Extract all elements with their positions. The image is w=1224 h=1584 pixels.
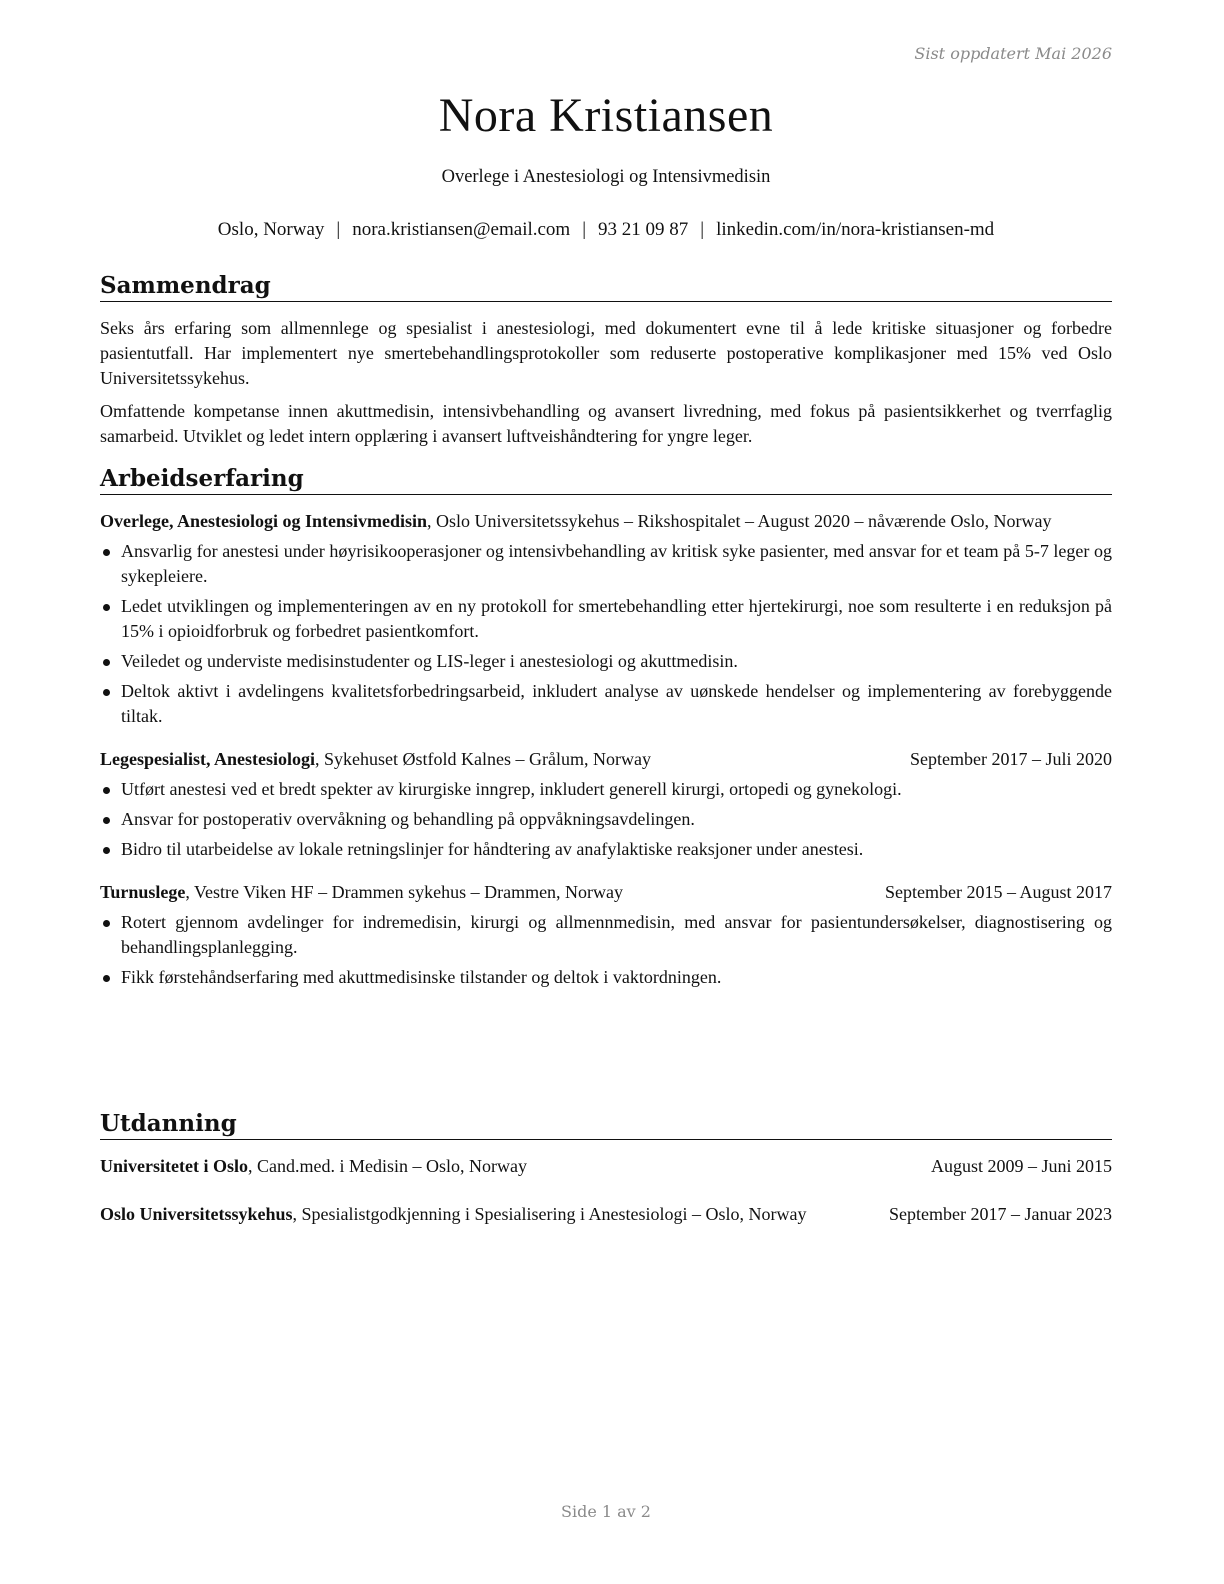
linkedin-link[interactable]: linkedin.com/in/nora-kristiansen-md bbox=[716, 219, 995, 240]
job-bullets bbox=[100, 910, 1112, 990]
summary-paragraph: Seks års erfaring som allmennlege og spesialist i anestesiologi, med dokumentert evne til å lede kritiske situasjoner og forbedre pasientutfall. Har implementert nye smertebehandlingsprotokoller som reduserte postoperative komplikasjoner med 15% ved Oslo Universitetssykehus. bbox=[100, 318, 1112, 388]
job-entry bbox=[100, 747, 1112, 862]
list-item: Utført anestesi ved et bredt spekter av kirurgiske inngrep, inkludert generell kirurgi, ortopedi og gynekologi. bbox=[100, 777, 1112, 802]
list-item: Ansvar for postoperativ overvåkning og behandling på oppvåkningsavdelingen. bbox=[100, 807, 1112, 832]
summary-paragraph: Omfattende kompetanse innen akuttmedisin, intensivbehandling og avansert livredning, med fokus på pasientsikkerhet og tverrfaglig samarbeid. Utviklet og ledet intern opplæring i avansert luftveishåndtering for yngre leger. bbox=[100, 401, 1112, 446]
list-item: Fikk førstehåndserfaring med akuttmedisinske tilstander og deltok i vaktordningen. bbox=[100, 965, 1112, 990]
school-name: Universitetet i Oslo bbox=[100, 1156, 248, 1176]
separator: | bbox=[700, 219, 705, 240]
location: Oslo, Norway bbox=[217, 219, 325, 240]
bullet-icon bbox=[103, 659, 110, 666]
page-title: Nora Kristiansen bbox=[438, 89, 774, 142]
separator: | bbox=[582, 219, 587, 240]
list-item: Bidro til utarbeidelse av lokale retningslinjer for håndtering av anafylaktiske reaksjoner under anestesi. bbox=[100, 837, 1112, 862]
education-entry bbox=[100, 1202, 1112, 1227]
page-number: Side 1 av 2 bbox=[561, 1502, 651, 1521]
bullet-icon bbox=[103, 787, 110, 794]
list-item: Ansvarlig for anestesi under høyrisikooperasjoner og intensivbehandling av kritisk syke pasienter, med ansvar for et team på 5-7 leger og sykepleiere. bbox=[100, 539, 1112, 589]
job-header bbox=[100, 509, 1112, 534]
bullet-icon bbox=[103, 920, 110, 927]
education-details: , Spesialistgodkjenning i Spesialisering i Anestesiologi – Oslo, Norway bbox=[292, 1204, 807, 1224]
bullet-icon bbox=[103, 817, 110, 824]
bullet-icon bbox=[103, 847, 110, 854]
education-entry bbox=[100, 1154, 1112, 1179]
job-role: Overlege, Anestesiologi og Intensivmedisin bbox=[100, 511, 427, 531]
job-details: , Oslo Universitetssykehus – Rikshospitalet – August 2020 – nåværende Oslo, Norway bbox=[427, 511, 1052, 531]
job-bullets bbox=[100, 539, 1112, 729]
job-header bbox=[100, 880, 1112, 905]
phone-number: 93 21 09 87 bbox=[598, 219, 689, 240]
section-title-education: Utdanning bbox=[100, 1110, 1112, 1140]
list-item: Deltok aktivt i avdelingens kvalitetsforbedringsarbeid, inkludert analyse av uønskede hendelser og implementering av forebyggende tiltak. bbox=[100, 679, 1112, 729]
list-item: Veiledet og underviste medisinstudenter og LIS-leger i anestesiologi og akuttmedisin. bbox=[100, 649, 1112, 674]
list-item: Ledet utviklingen og implementeringen av en ny protokoll for smertebehandling etter hjertekirurgi, noe som resulterte i en reduksjon på 15% i opioidforbruk og forbedret pasientkomfort. bbox=[100, 594, 1112, 644]
email-link[interactable]: nora.kristiansen@email.com bbox=[352, 219, 571, 240]
job-details: , Vestre Viken HF – Drammen sykehus – Drammen, Norway bbox=[185, 882, 624, 902]
contact-line bbox=[100, 219, 1112, 241]
education-dates: September 2017 – Januar 2023 bbox=[889, 1204, 1112, 1224]
resume-page bbox=[100, 0, 1112, 1584]
bullet-icon bbox=[103, 604, 110, 611]
job-header bbox=[100, 747, 1112, 772]
bullet-icon bbox=[103, 549, 110, 556]
section-title-experience: Arbeidserfaring bbox=[100, 465, 1112, 495]
job-entry bbox=[100, 509, 1112, 729]
summary-section bbox=[100, 272, 1112, 449]
last-updated: Sist oppdatert Mai 2026 bbox=[914, 44, 1112, 63]
job-dates: September 2015 – August 2017 bbox=[885, 882, 1112, 902]
education-section bbox=[100, 1110, 1112, 1227]
job-role: Turnuslege bbox=[100, 882, 186, 902]
separator: | bbox=[336, 219, 341, 240]
bullet-icon bbox=[103, 689, 110, 696]
section-title-summary: Sammendrag bbox=[100, 272, 1112, 302]
job-role: Legespesialist, Anestesiologi bbox=[100, 749, 315, 769]
bullet-icon bbox=[103, 975, 110, 982]
job-bullets bbox=[100, 777, 1112, 862]
school-name: Oslo Universitetssykehus bbox=[100, 1204, 293, 1224]
job-title: Overlege i Anestesiologi og Intensivmedisin bbox=[441, 167, 771, 187]
education-dates: August 2009 – Juni 2015 bbox=[930, 1156, 1112, 1176]
job-entry bbox=[100, 880, 1112, 990]
job-dates: September 2017 – Juli 2020 bbox=[910, 749, 1112, 769]
experience-section bbox=[100, 465, 1112, 995]
job-details: , Sykehuset Østfold Kalnes – Grålum, Norway bbox=[315, 749, 651, 769]
list-item: Rotert gjennom avdelinger for indremedisin, kirurgi og allmennmedisin, med ansvar for pasientundersøkelser, diagnostisering og behandlingsplanlegging. bbox=[100, 910, 1112, 960]
education-details: , Cand.med. i Medisin – Oslo, Norway bbox=[247, 1156, 527, 1176]
